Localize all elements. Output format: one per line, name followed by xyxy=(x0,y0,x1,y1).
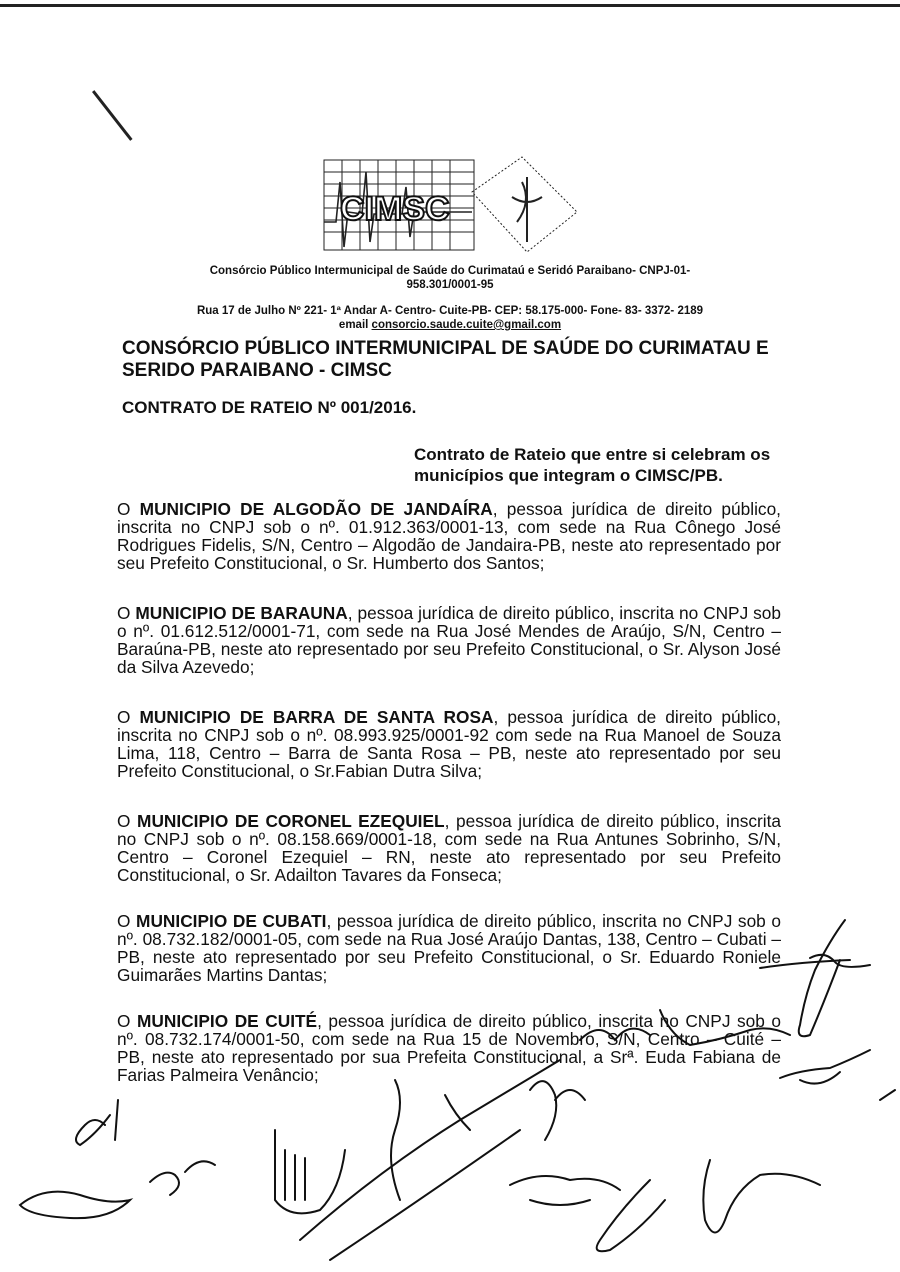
org-cnpj-line: 958.301/0001-95 xyxy=(406,279,494,291)
municipality-name: MUNICIPIO DE CUBATI xyxy=(136,911,327,931)
municipality-paragraph: O MUNICIPIO DE ALGODÃO DE JANDAÍRA, pessoa jurídica de direito público, inscrita no CNPJ sob o nº. 01.912.363/0001-13, com sede na Rua Cônego José Rodrigues Fidelis, S/N, Centro – Algodão de Jandaira-PB, neste ato representado por seu Prefeito Constitucional, o Sr. Humberto dos Santos; xyxy=(117,499,781,573)
contract-number: CONTRATO DE RATEIO Nº 001/2016. xyxy=(122,398,417,417)
document-title: CONSÓRCIO PÚBLICO INTERMUNICIPAL DE SAÚDE DO CURIMATAU E SERIDO PARAIBANO - CIMSC xyxy=(122,338,769,381)
org-address-line: Rua 17 de Julho Nº 221- 1ª Andar A- Centro- Cuite-PB- CEP: 58.175-000- Fone- 83- 3372- 2189 xyxy=(196,305,704,317)
org-name-line-1: Consórcio Público Intermunicipal de Saúde do Curimataú e Seridó Paraibano- CNPJ-01- xyxy=(209,265,691,277)
municipality-paragraph: O MUNICIPIO DE BARRA DE SANTA ROSA, pessoa jurídica de direito público, inscrita no CNPJ sob o nº. 08.993.925/0001-92 com sede na Rua Manoel de Souza Lima, 118, Centro – Barra de Santa Rosa – PB, neste ato representado por seu Prefeito Constitucional, o Sr.Fabian Dutra Silva; xyxy=(117,707,781,781)
municipality-paragraph: O MUNICIPIO DE CORONEL EZEQUIEL, pessoa jurídica de direito público, inscrita no CNPJ sob o nº. 08.158.669/0001-18, com sede na Rua Antunes Sobrinho, S/N, Centro – Coronel Ezequiel – RN, neste ato representado por seu Prefeito Constitucional, o Sr. Adailton Tavares da Fonseca; xyxy=(117,811,781,885)
handwritten-signatures xyxy=(0,900,900,1272)
cimsc-logo xyxy=(322,152,582,262)
contract-description: Contrato de Rateio que entre si celebram os municípios que integram o CIMSC/PB. xyxy=(414,445,771,485)
municipality-paragraph: O MUNICIPIO DE CUITÉ, pessoa jurídica de direito público, inscrita no CNPJ sob o nº. 08.732.174/0001-50, com sede na Rua 15 de Novembro, S/N, Centro – Cuité – PB, neste ato representado por sua Prefeita Constitucional, a Srª. Euda Fabiana de Farias Palmeira Venâncio; xyxy=(117,1011,781,1085)
municipality-name: MUNICIPIO DE ALGODÃO DE JANDAÍRA xyxy=(139,499,493,519)
email-label: email xyxy=(338,319,369,331)
email-link[interactable]: consorcio.saude.cuite@gmail.com xyxy=(371,319,562,331)
municipality-name: MUNICIPIO DE BARRA DE SANTA ROSA xyxy=(139,707,494,727)
logo-text: CIMSC xyxy=(340,190,450,228)
scan-pen-mark xyxy=(92,90,133,141)
municipality-name: MUNICIPIO DE CUITÉ xyxy=(136,1011,318,1031)
municipality-paragraph: O MUNICIPIO DE CUBATI, pessoa jurídica de direito público, inscrita no CNPJ sob o nº. 08.732.182/0001-05, com sede na Rua José Araújo Dantas, 138, Centro – Cubati –PB, neste ato representado por seu Prefeito Constitucional, o Sr. Eduardo Roniele Guimarães Martins Dantas; xyxy=(117,911,781,985)
municipality-name: MUNICIPIO DE BARAUNA xyxy=(135,603,348,623)
org-email-line xyxy=(0,318,900,332)
scan-top-border xyxy=(0,4,900,7)
municipality-name: MUNICIPIO DE CORONEL EZEQUIEL xyxy=(137,811,445,831)
municipality-paragraph: O MUNICIPIO DE BARAUNA, pessoa jurídica de direito público, inscrita no CNPJ sob o nº. 01.612.512/0001-71, com sede na Rua José Mendes de Araújo, S/N, Centro – Baraúna-PB, neste ato representado por seu Prefeito Constitucional, o Sr. Alyson José da Silva Azevedo; xyxy=(117,603,781,677)
